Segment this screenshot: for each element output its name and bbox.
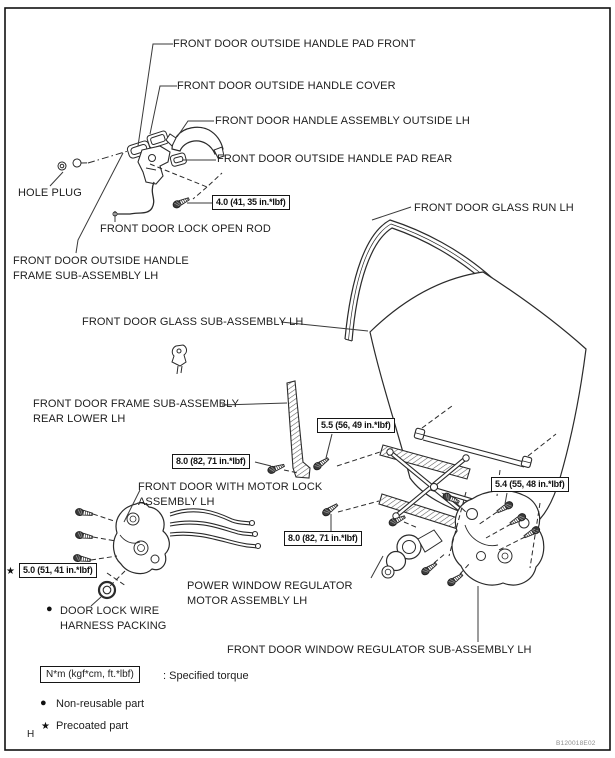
regulator-bracket-part <box>452 491 544 585</box>
label-frame-rear-1: FRONT DOOR FRAME SUB-ASSEMBLY <box>33 398 240 410</box>
label-handle-frame-1: FRONT DOOR OUTSIDE HANDLE <box>13 255 189 267</box>
label-harness-1: DOOR LOCK WIRE <box>60 605 160 617</box>
label-motor-lock-2: ASSEMBLY LH <box>138 496 215 508</box>
label-handle-assembly: FRONT DOOR HANDLE ASSEMBLY OUTSIDE LH <box>215 115 470 127</box>
lock-cables <box>170 509 261 549</box>
label-harness-2: HARNESS PACKING <box>60 620 167 632</box>
label-lock-open-rod: FRONT DOOR LOCK OPEN ROD <box>100 223 271 235</box>
label-pw-motor-2: MOTOR ASSEMBLY LH <box>187 595 308 607</box>
harness-grommet-part <box>99 582 115 598</box>
torque-box-5-4: 5.4 (55, 48 in.*lbf) <box>491 477 569 492</box>
torque-box-8-0-right: 8.0 (82, 71 in.*lbf) <box>284 531 362 546</box>
hole-plug-centerline <box>88 151 128 163</box>
figure-code: B120018E02 <box>556 740 596 747</box>
legend-non-reusable: Non-reusable part <box>56 698 145 710</box>
label-motor-lock-1: FRONT DOOR WITH MOTOR LOCK <box>138 481 323 493</box>
legend-torque-unit-box: N*m (kgf*cm, ft.*lbf) <box>40 666 140 683</box>
legend-precoated: Precoated part <box>56 720 129 732</box>
torque-box-5-0: 5.0 (51, 41 in.*lbf) <box>19 563 97 578</box>
motor-part <box>382 530 442 578</box>
label-regulator-sub: FRONT DOOR WINDOW REGULATOR SUB-ASSEMBLY LH <box>227 644 532 656</box>
torque-box-8-0-left: 8.0 (82, 71 in.*lbf) <box>172 454 250 469</box>
label-frame-rear-2: REAR LOWER LH <box>33 413 126 425</box>
label-glass-sub: FRONT DOOR GLASS SUB-ASSEMBLY LH <box>82 316 304 328</box>
star-icon: ★ <box>6 566 15 577</box>
torque-box-5-5: 5.5 (56, 49 in.*lbf) <box>317 418 395 433</box>
label-handle-frame-2: FRAME SUB-ASSEMBLY LH <box>13 270 159 282</box>
glass-channel-part <box>172 345 187 374</box>
label-pad-rear: FRONT DOOR OUTSIDE HANDLE PAD REAR <box>217 153 453 165</box>
label-handle-cover: FRONT DOOR OUTSIDE HANDLE COVER <box>177 80 396 92</box>
door-lock-part <box>114 503 170 574</box>
label-pw-motor-1: POWER WINDOW REGULATOR <box>187 580 353 592</box>
torque-box-4-0: 4.0 (41, 35 in.*lbf) <box>212 195 290 210</box>
label-hole-plug: HOLE PLUG <box>18 187 82 199</box>
legend-bullet-icon: ● <box>40 697 47 709</box>
label-glass-run: FRONT DOOR GLASS RUN LH <box>414 202 574 214</box>
label-pad-front: FRONT DOOR OUTSIDE HANDLE PAD FRONT <box>173 38 416 50</box>
bullet-icon: ● <box>46 603 53 615</box>
legend-star-icon: ★ <box>41 721 50 732</box>
frame-rear-lower-part <box>287 381 310 478</box>
page-corner-letter: H <box>27 729 35 740</box>
legend-specified-torque: : Specified torque <box>163 670 249 682</box>
